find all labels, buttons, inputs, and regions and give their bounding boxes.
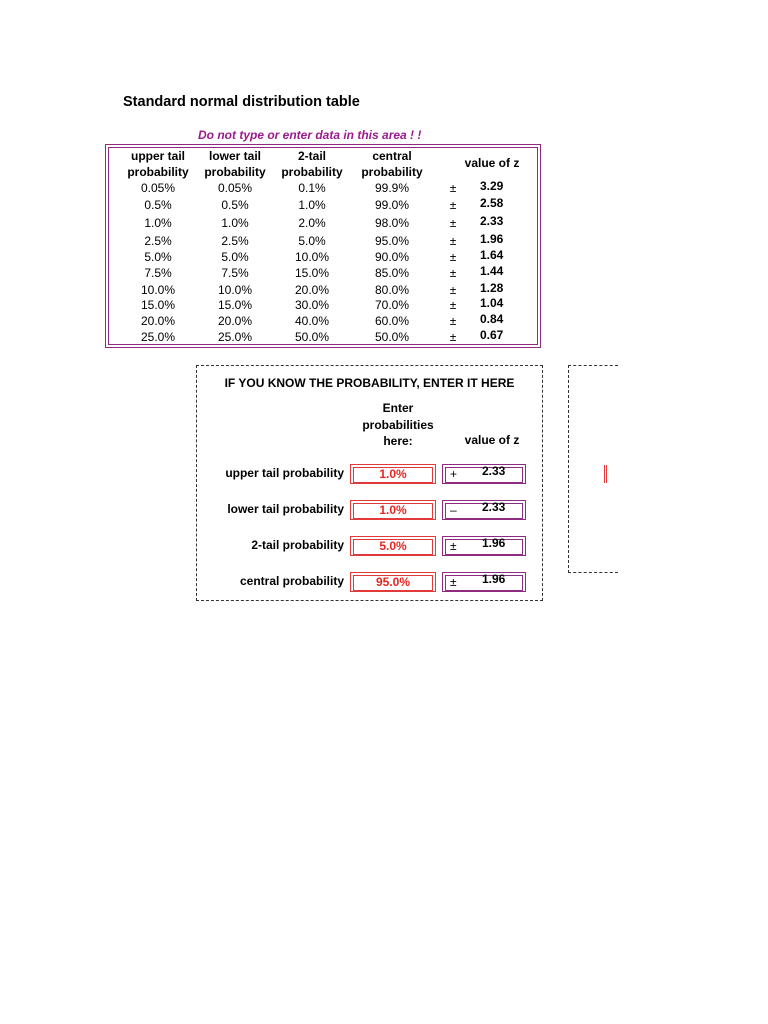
header-two-tail	[277, 148, 347, 180]
lower-tail-probability-value[interactable]: 1.0%	[353, 503, 433, 519]
warning-note: Do not type or enter data in this area ! !	[198, 128, 422, 142]
lower-tail-z-inner	[445, 500, 523, 519]
side-panel-marker	[604, 465, 607, 483]
header-value-of-z	[452, 155, 532, 171]
header-central-line1: central	[372, 149, 412, 163]
table-cell-pm: ±	[449, 330, 457, 344]
table-cell-two: 5.0%	[298, 234, 326, 248]
table-cell-lower: 1.0%	[221, 216, 249, 230]
central-z-output	[442, 572, 526, 592]
table-cell-lower: 20.0%	[217, 314, 253, 328]
table-cell-two: 1.0%	[298, 198, 326, 212]
upper-tail-probability-value[interactable]: 1.0%	[353, 467, 433, 483]
table-cell-upper: 0.5%	[144, 198, 172, 212]
table-cell-upper: 1.0%	[144, 216, 172, 230]
table-cell-pm: ±	[449, 198, 457, 212]
table-cell-z: 1.64	[480, 248, 504, 262]
two-tail-z-sign: ±	[450, 539, 457, 553]
central-probability-value[interactable]: 95.0%	[353, 575, 433, 591]
table-cell-lower: 0.05%	[217, 181, 253, 195]
upper-tail-probability-input[interactable]	[350, 464, 436, 484]
calculator-z-header: value of z	[464, 433, 520, 447]
table-cell-central: 98.0%	[374, 216, 410, 230]
table-cell-lower: 10.0%	[217, 283, 253, 297]
upper-tail-z-value: 2.33	[482, 464, 506, 478]
table-cell-lower: 5.0%	[221, 250, 249, 264]
table-cell-central: 85.0%	[374, 266, 410, 280]
table-cell-lower: 0.5%	[221, 198, 249, 212]
table-cell-upper: 0.05%	[140, 181, 176, 195]
table-cell-z: 1.44	[480, 264, 504, 278]
table-cell-pm: ±	[449, 314, 457, 328]
table-cell-two: 30.0%	[294, 298, 330, 312]
table-cell-central: 80.0%	[374, 283, 410, 297]
table-cell-two: 15.0%	[294, 266, 330, 280]
table-cell-z: 1.96	[480, 232, 504, 246]
table-cell-central: 70.0%	[374, 298, 410, 312]
table-cell-two: 2.0%	[298, 216, 326, 230]
table-cell-z: 1.28	[480, 281, 504, 295]
table-cell-central: 90.0%	[374, 250, 410, 264]
lower-tail-label: lower tail probability	[227, 502, 344, 516]
table-cell-pm: ±	[449, 266, 457, 280]
calculator-title: IF YOU KNOW THE PROBABILITY, ENTER IT HERE	[224, 376, 515, 390]
two-tail-z-output	[442, 536, 526, 556]
table-cell-two: 0.1%	[298, 181, 326, 195]
table-cell-pm: ±	[449, 216, 457, 230]
header-upper-tail-line1: upper tail	[130, 149, 185, 163]
table-cell-pm: ±	[449, 283, 457, 297]
central-z-sign: ±	[450, 575, 457, 589]
table-cell-pm: ±	[449, 250, 457, 264]
upper-tail-z-sign: +	[450, 467, 458, 481]
header-lower-tail-line2: probability	[204, 165, 266, 179]
table-cell-pm: ±	[449, 234, 457, 248]
header-lower-tail-line1: lower tail	[208, 149, 261, 163]
lower-tail-probability-input[interactable]	[350, 500, 436, 520]
header-value-of-z-line1: value of z	[464, 156, 520, 170]
two-tail-probability-input[interactable]	[350, 536, 436, 556]
central-probability-input[interactable]	[350, 572, 436, 592]
central-label: central probability	[239, 574, 344, 588]
two-tail-probability-value[interactable]: 5.0%	[353, 539, 433, 555]
table-cell-two: 40.0%	[294, 314, 330, 328]
central-z-inner	[445, 572, 523, 591]
table-cell-central: 99.9%	[374, 181, 410, 195]
table-cell-z: 0.67	[480, 328, 504, 342]
header-upper-tail-line2: probability	[127, 165, 189, 179]
table-cell-upper: 20.0%	[140, 314, 176, 328]
table-cell-upper: 15.0%	[140, 298, 176, 312]
table-cell-central: 99.0%	[374, 198, 410, 212]
table-cell-z: 1.04	[480, 296, 504, 310]
table-cell-upper: 25.0%	[140, 330, 176, 344]
lower-tail-z-output	[442, 500, 526, 520]
table-cell-lower: 15.0%	[217, 298, 253, 312]
enter-header-line2: probabilities	[362, 417, 434, 432]
enter-probabilities-header	[350, 400, 446, 450]
table-cell-upper: 10.0%	[140, 283, 176, 297]
table-cell-z: 3.29	[480, 179, 504, 193]
table-cell-central: 95.0%	[374, 234, 410, 248]
header-two-tail-line2: probability	[281, 165, 343, 179]
table-cell-two: 10.0%	[294, 250, 330, 264]
table-cell-lower: 7.5%	[221, 266, 249, 280]
two-tail-z-value: 1.96	[482, 536, 506, 550]
table-cell-z: 2.33	[480, 214, 504, 228]
table-cell-upper: 5.0%	[144, 250, 172, 264]
upper-tail-z-inner	[445, 464, 523, 483]
upper-tail-label: upper tail probability	[225, 466, 344, 480]
enter-header-line1: Enter	[382, 401, 414, 415]
table-cell-lower: 25.0%	[217, 330, 253, 344]
side-panel-frame	[568, 365, 618, 573]
header-upper-tail	[112, 148, 204, 180]
table-cell-lower: 2.5%	[221, 234, 249, 248]
two-tail-z-inner	[445, 536, 523, 555]
table-cell-two: 50.0%	[294, 330, 330, 344]
header-lower-tail	[200, 148, 270, 180]
table-cell-pm: ±	[449, 181, 457, 195]
enter-header-line3: here:	[383, 434, 413, 448]
lower-tail-z-value: 2.33	[482, 500, 506, 514]
central-z-value: 1.96	[482, 572, 506, 586]
table-cell-pm: ±	[449, 298, 457, 312]
table-cell-central: 60.0%	[374, 314, 410, 328]
two-tail-label: 2-tail probability	[251, 538, 344, 552]
table-cell-z: 2.58	[480, 196, 504, 210]
table-cell-upper: 2.5%	[144, 234, 172, 248]
table-cell-z: 0.84	[480, 312, 504, 326]
page-title: Standard normal distribution table	[123, 94, 360, 110]
table-cell-central: 50.0%	[374, 330, 410, 344]
header-central	[357, 148, 427, 180]
header-two-tail-line1: 2-tail	[297, 149, 326, 163]
table-cell-two: 20.0%	[294, 283, 330, 297]
lower-tail-z-sign: –	[450, 503, 457, 517]
table-cell-upper: 7.5%	[144, 266, 172, 280]
header-central-line2: probability	[361, 165, 423, 179]
upper-tail-z-output	[442, 464, 526, 484]
